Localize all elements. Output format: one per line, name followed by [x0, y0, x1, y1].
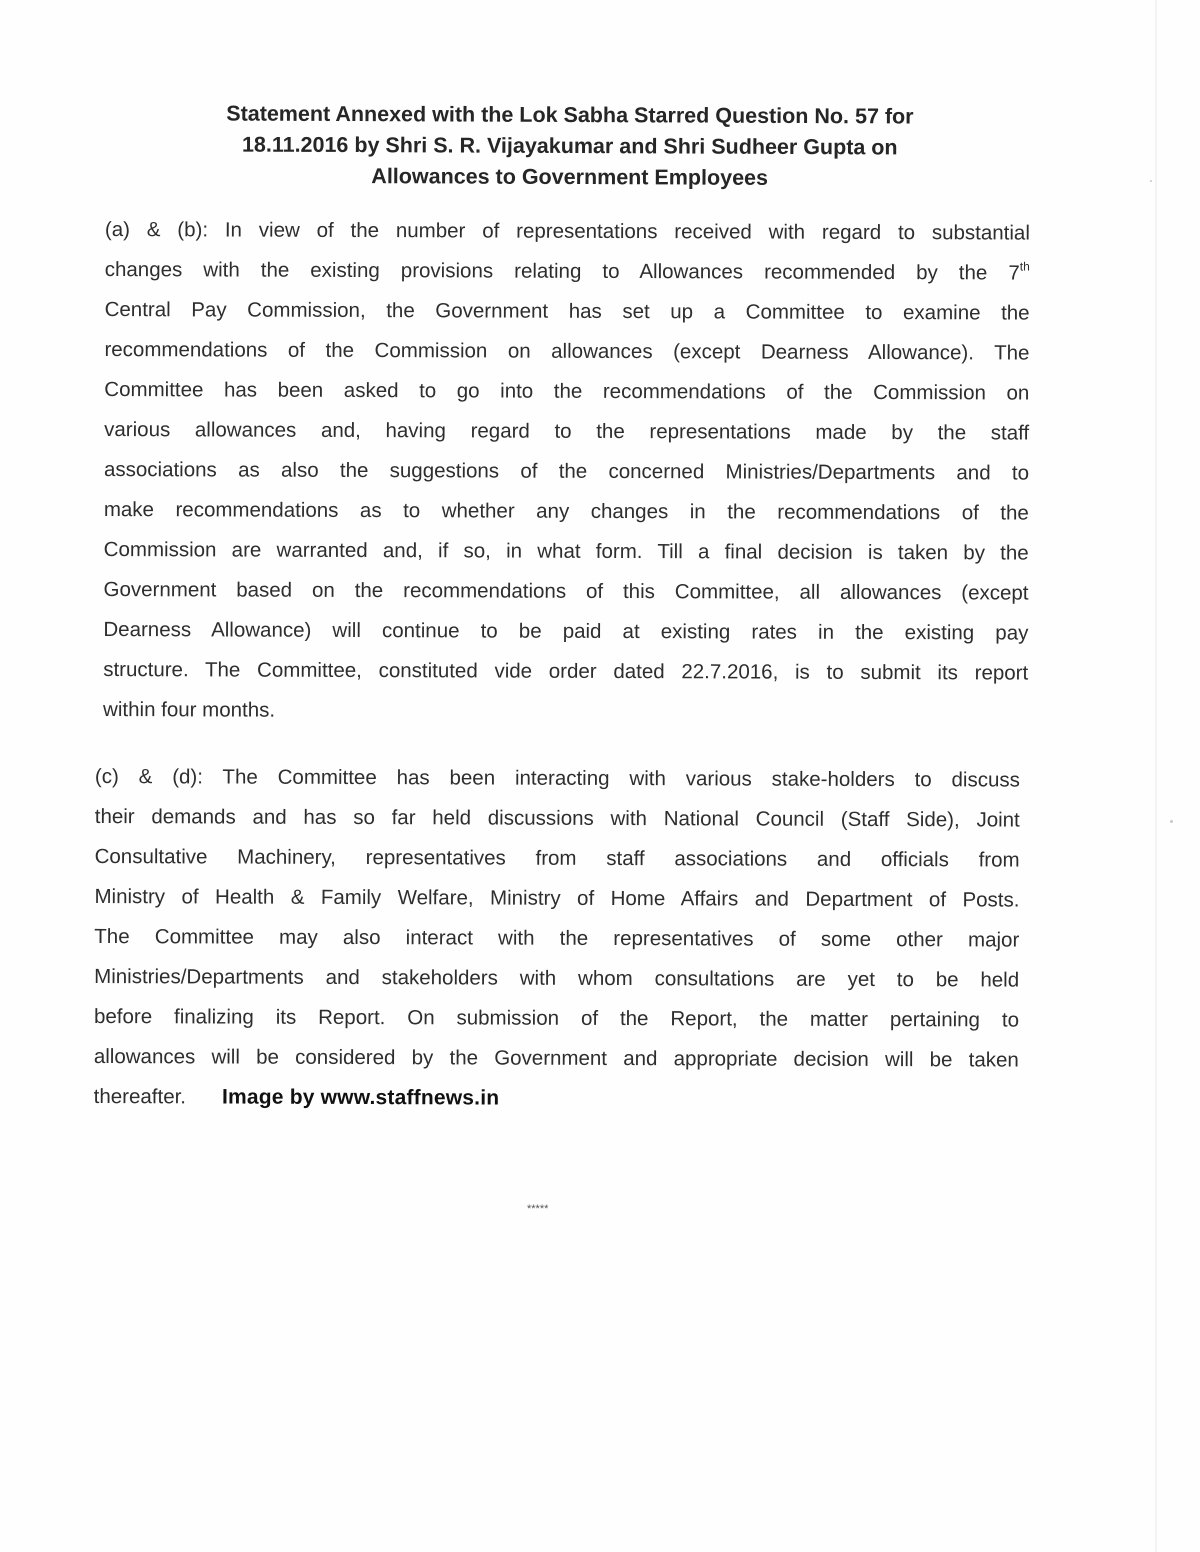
scan-speck	[1170, 820, 1173, 823]
paragraph-line: Committee has been asked to go into the recommendations of the Commission on	[104, 377, 1030, 405]
scan-edge-line	[1155, 0, 1157, 1552]
paragraph-line: within four months.	[103, 697, 276, 722]
paragraph-line: their demands and has so far held discussions with National Council (Staff Side), Joint	[94, 804, 1020, 832]
paragraph-line-text: changes with the existing provisions relating to Allowances recommended by the 7	[104, 257, 1020, 285]
document-title	[150, 98, 990, 195]
paragraph-line: Ministry of Health & Family Welfare, Ministry of Home Affairs and Department of Posts.	[94, 884, 1020, 912]
paragraph-line: Dearness Allowance) will continue to be paid at existing rates in the existing pay	[103, 617, 1029, 645]
paragraph-line: make recommendations as to whether any changes in the recommendations of the	[103, 497, 1029, 525]
paragraph-line: recommendations of the Commission on allowances (except Dearness Allowance). The	[104, 337, 1030, 365]
watermark-text: Image by www.staffnews.in	[221, 1085, 500, 1110]
paragraph-line	[94, 1077, 1019, 1121]
title-line-1: Statement Annexed with the Lok Sabha Starred Question No. 57 for	[226, 101, 914, 129]
title-line-2: 18.11.2016 by Shri S. R. Vijayakumar and Shri Sudheer Gupta on	[241, 132, 898, 160]
paragraph-line: various allowances and, having regard to the representations made by the staff	[104, 417, 1030, 445]
paragraph-line: (a) & (b): In view of the number of representations received with regard to substantial	[104, 217, 1030, 245]
paragraph-c-d	[94, 757, 1020, 1121]
paragraph-line: Ministries/Departments and stakeholders with whom consultations are yet to be held	[94, 964, 1020, 992]
scan-speck	[1150, 180, 1152, 182]
paragraph-line: Central Pay Commission, the Government has set up a Committee to examine the	[104, 297, 1030, 325]
paragraph-line-text: thereafter.	[93, 1084, 187, 1109]
paragraph-line: allowances will be considered by the Government and appropriate decision will be taken	[93, 1044, 1019, 1072]
paragraph-line: Consultative Machinery, representatives from staff associations and officials from	[94, 844, 1020, 872]
paragraph-line: The Committee may also interact with the representatives of some other major	[94, 924, 1020, 952]
title-line-3: Allowances to Government Employees	[371, 164, 769, 190]
ordinal-superscript: th	[1019, 259, 1030, 274]
paragraph-line: Commission are warranted and, if so, in what form. Till a final decision is taken by the	[103, 537, 1029, 565]
paragraph-line: before finalizing its Report. On submission of the Report, the matter pertaining to	[93, 1004, 1020, 1032]
paragraph-line: (c) & (d): The Committee has been interacting with various stake-holders to discuss	[94, 764, 1020, 792]
paragraph-a-b	[103, 210, 1030, 734]
paragraph-line: associations as also the suggestions of the concerned Ministries/Departments and to	[103, 457, 1030, 485]
paragraph-line: Government based on the recommendations of this Committee, all allowances (except	[103, 577, 1029, 605]
paragraph-line: structure. The Committee, constituted vide order dated 22.7.2016, is to submit its report	[103, 657, 1029, 685]
paragraph-line	[105, 250, 1030, 294]
end-of-document-marker: *****	[527, 1203, 549, 1215]
